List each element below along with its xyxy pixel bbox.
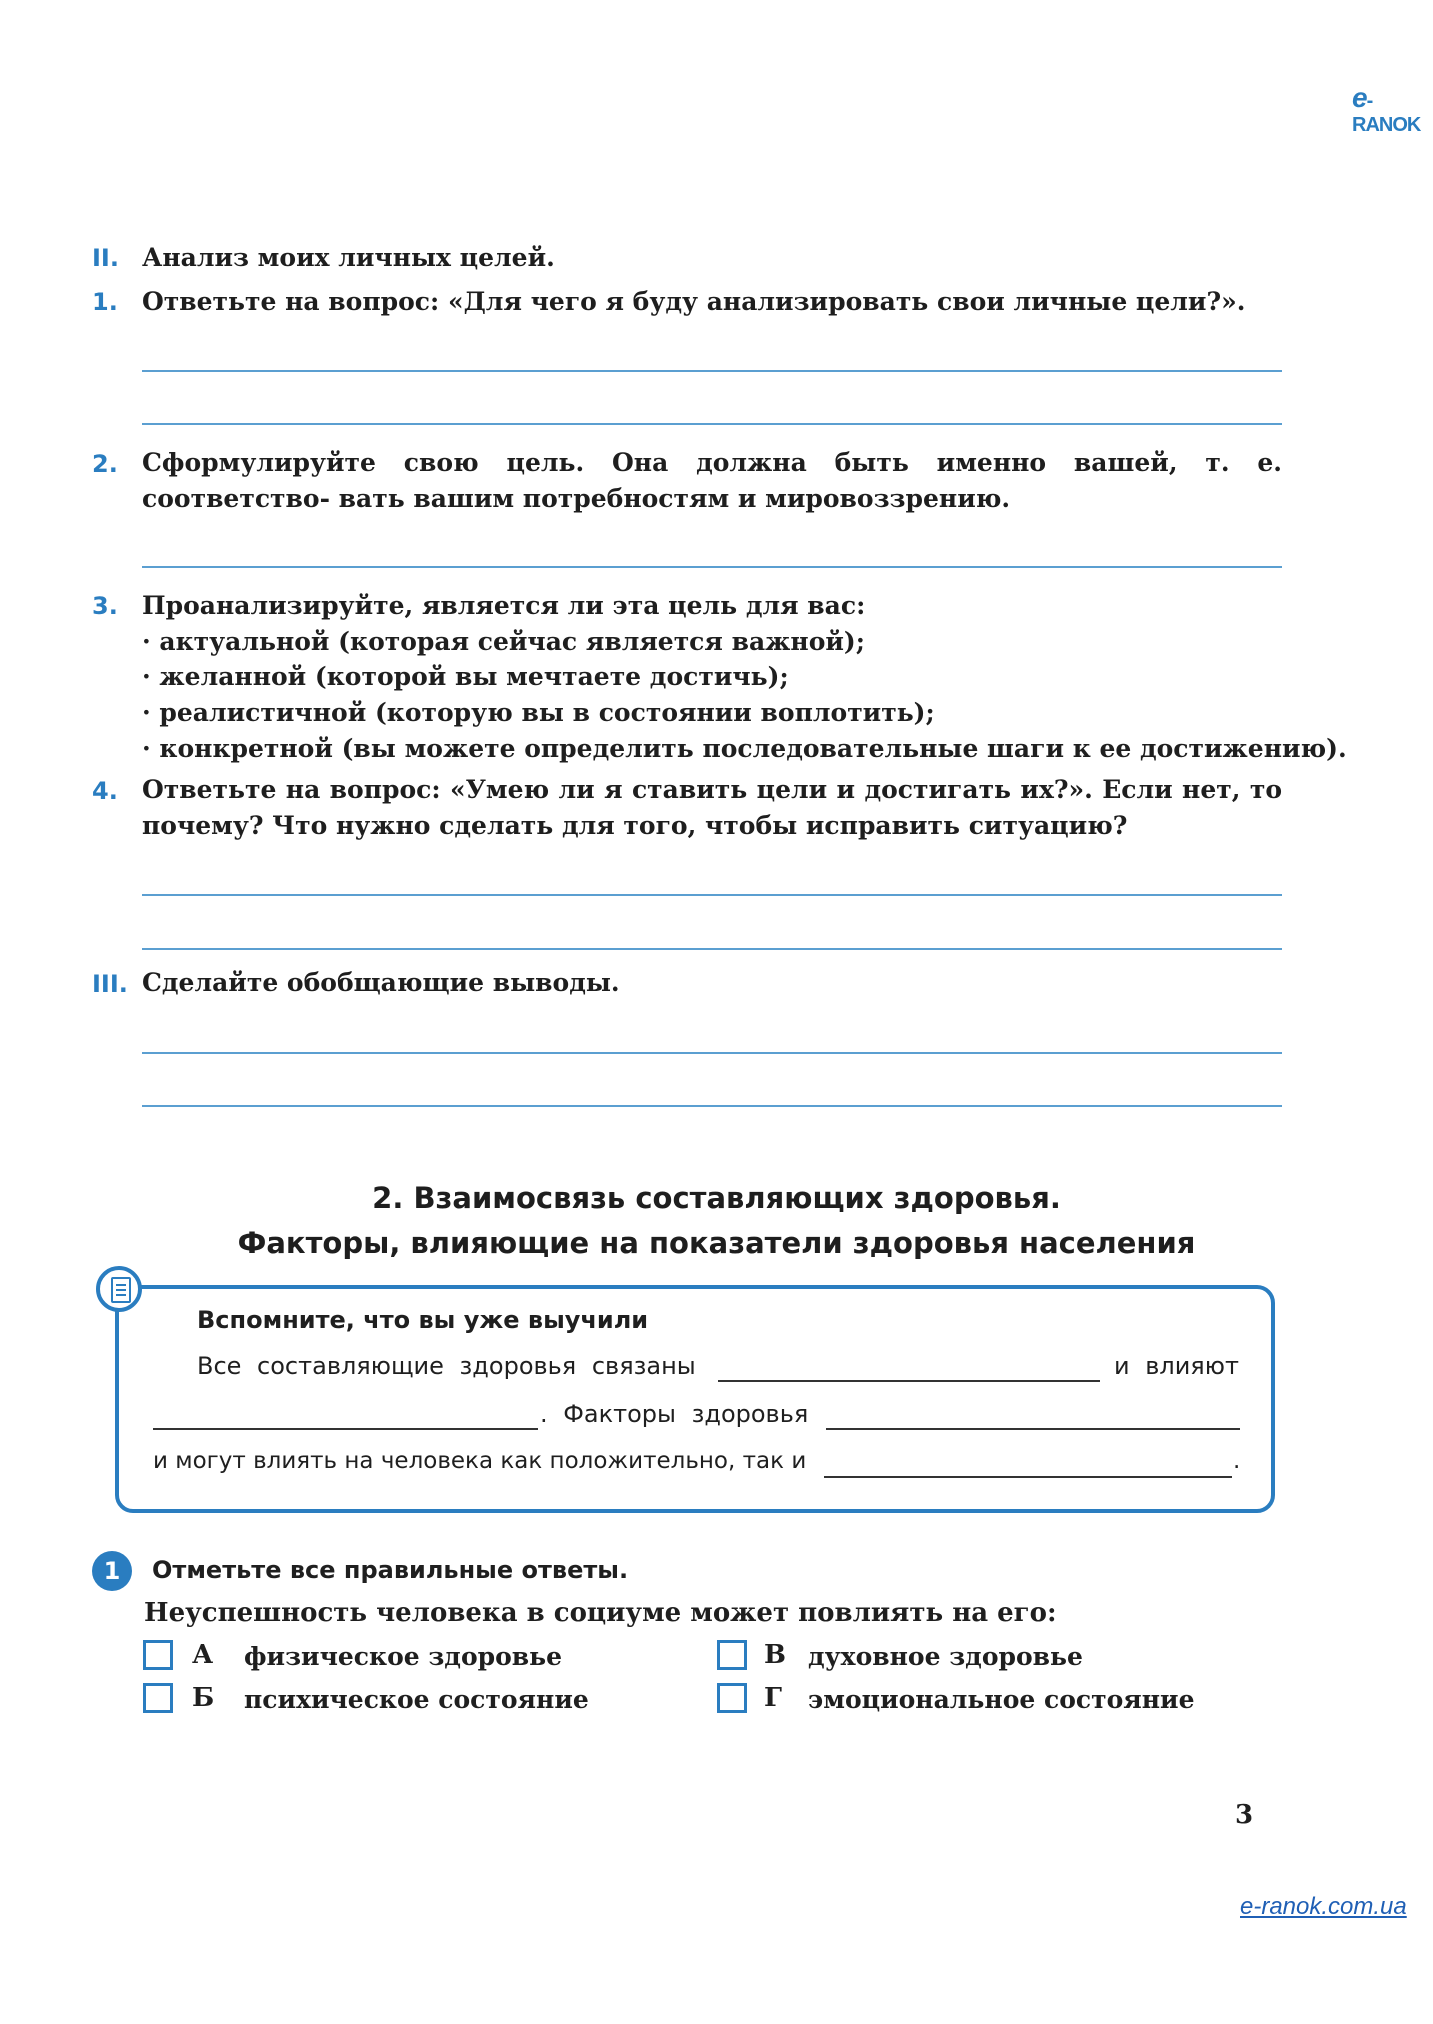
option-text-b: психическое состояние (244, 1685, 589, 1714)
bullet-item: · актуальной (которая сейчас является важной); (142, 627, 865, 656)
item-text-4: Ответьте на вопрос: «Умею ли я ставить цели и достигать их?». Если нет, то почему? Что нужно сделать для того, чтобы исправить ситуацию? (142, 775, 1282, 840)
item-text-3: Проанализируйте, является ли эта цель для вас: (142, 591, 866, 620)
topic-title-line1: 2. Взаимосвязь составляющих здоровья. (372, 1181, 1061, 1215)
fill-blank[interactable] (718, 1380, 1100, 1382)
answer-line[interactable] (142, 948, 1282, 950)
bullet-item: · конкретной (вы можете определить последовательные шаги к ее достижению). (142, 734, 1347, 763)
recall-title: Вспомните, что вы уже выучили (197, 1306, 649, 1334)
option-text-v: духовное здоровье (808, 1642, 1083, 1671)
checkbox-a[interactable] (143, 1640, 173, 1670)
option-letter-g: Г (764, 1683, 782, 1713)
fill-blank[interactable] (824, 1476, 1232, 1478)
answer-line[interactable] (142, 370, 1282, 372)
checkbox-b[interactable] (143, 1683, 173, 1713)
option-letter-a: А (192, 1640, 214, 1670)
bullet-item: · желанной (которой вы мечтаете достичь); (142, 662, 789, 691)
publisher-logo: e-RANOK (1352, 82, 1421, 136)
fill-blank[interactable] (826, 1428, 1240, 1430)
task-number-badge: 1 (92, 1551, 132, 1591)
recall-line3-start: и могут влиять на человека как положительно, так и (153, 1448, 807, 1474)
answer-line[interactable] (142, 894, 1282, 896)
section-roman-ii: II. (92, 244, 119, 272)
answer-line[interactable] (142, 1052, 1282, 1054)
recall-line2-mid: . Факторы здоровья (540, 1400, 809, 1428)
answer-line[interactable] (142, 566, 1282, 568)
item-number-4: 4. (92, 777, 118, 805)
item-number-1: 1. (92, 288, 118, 316)
item-number-3: 3. (92, 592, 118, 620)
option-text-a: физическое здоровье (244, 1642, 563, 1671)
page-number: 3 (1235, 1800, 1254, 1830)
recall-line3-end: . (1233, 1448, 1241, 1474)
topic-title-line2: Факторы, влияющие на показатели здоровья населения (237, 1226, 1196, 1260)
task-question: Неуспешность человека в социуме может повлиять на его: (144, 1598, 1057, 1628)
checkbox-v[interactable] (717, 1640, 747, 1670)
item-text-2: Сформулируйте свою цель. Она должна быть именно вашей, т. е. соответство- вать вашим потребностям и мировоззрению. (142, 448, 1282, 513)
recall-line1-start: Все составляющие здоровья связаны (197, 1352, 696, 1380)
answer-line[interactable] (142, 1105, 1282, 1107)
section-title-ii: Анализ моих личных целей. (142, 243, 555, 272)
section-roman-iii: III. (92, 970, 128, 998)
checkbox-g[interactable] (717, 1683, 747, 1713)
option-letter-b: Б (192, 1683, 215, 1713)
recall-line1-end: и влияют (1114, 1352, 1239, 1380)
option-text-g: эмоциональное состояние (808, 1685, 1195, 1714)
bullet-item: · реалистичной (которую вы в состоянии воплотить); (142, 698, 935, 727)
item-text-1: Ответьте на вопрос: «Для чего я буду анализировать свои личные цели?». (142, 287, 1246, 316)
item-number-2: 2. (92, 450, 118, 478)
answer-line[interactable] (142, 423, 1282, 425)
fill-blank[interactable] (153, 1428, 538, 1430)
option-letter-v: В (764, 1640, 786, 1670)
section-title-iii: Сделайте обобщающие выводы. (142, 968, 620, 997)
site-link[interactable]: e-ranok.com.ua (1240, 1893, 1407, 1920)
document-icon (96, 1266, 142, 1312)
task-instruction: Отметьте все правильные ответы. (152, 1556, 629, 1584)
